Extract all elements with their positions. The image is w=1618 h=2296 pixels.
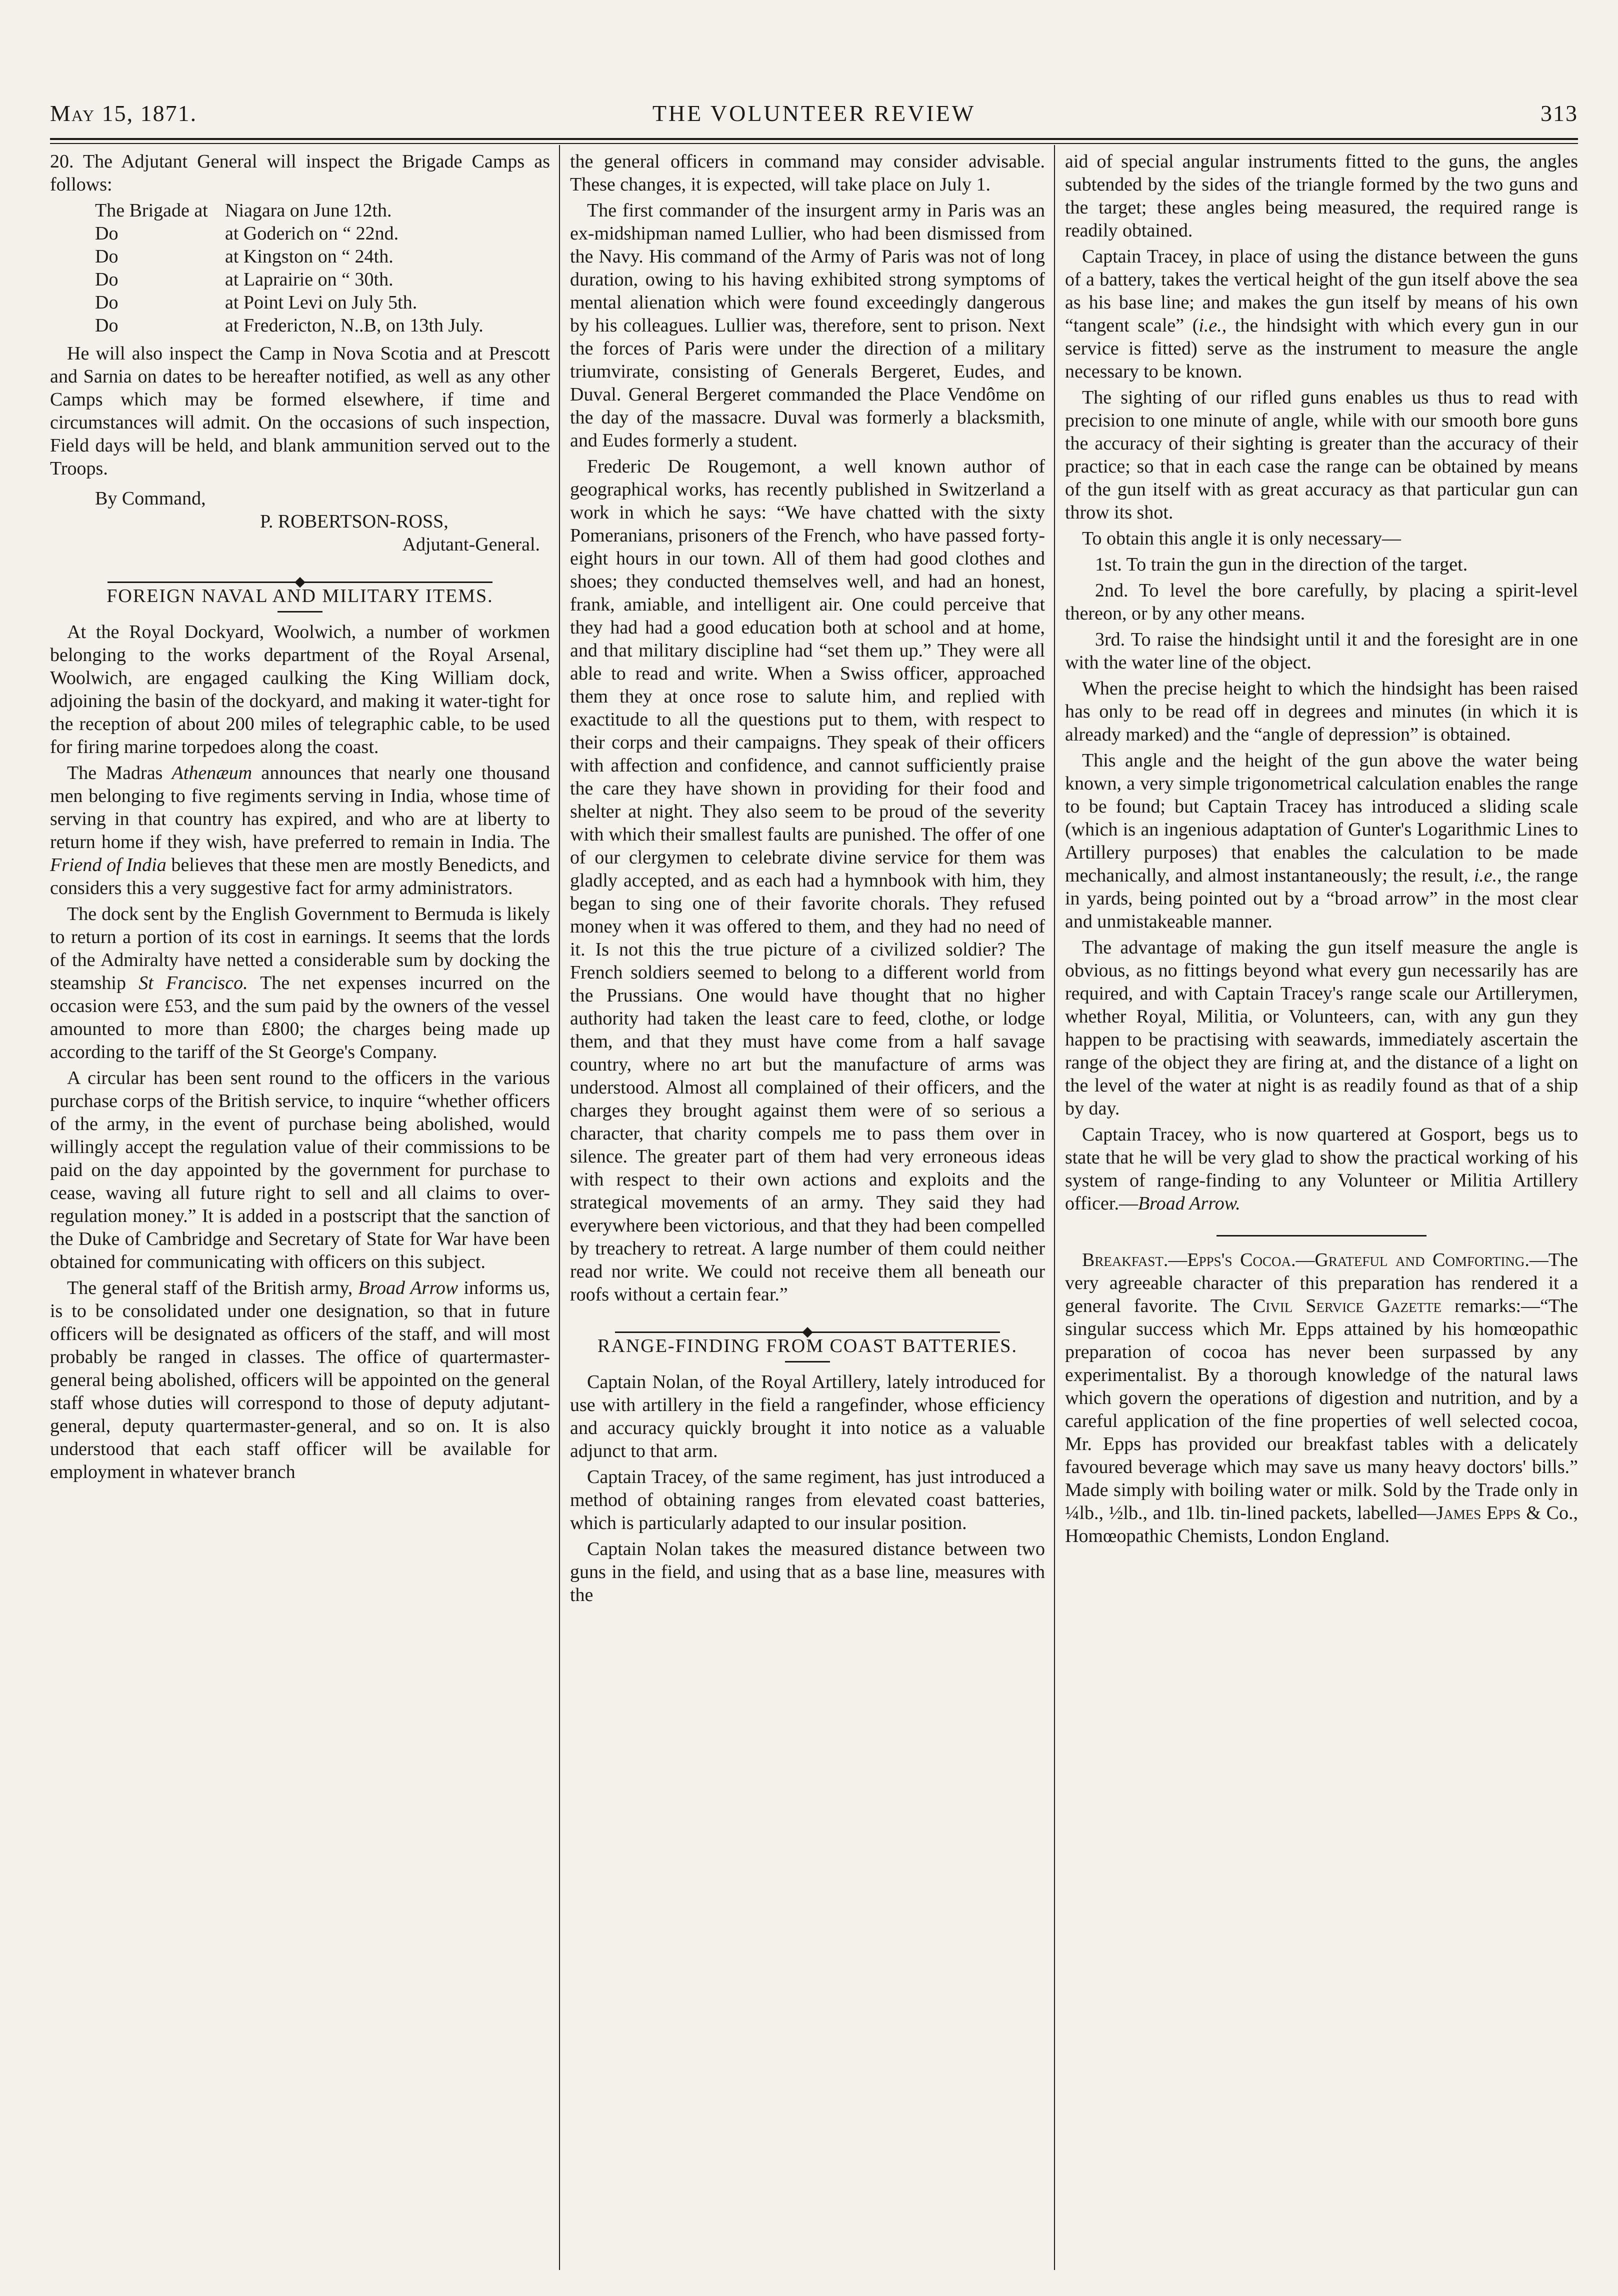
paragraph: Captain Nolan takes the measured distance between two guns in the field, and using that as a base line, measures with the	[570, 1538, 1045, 1606]
by-command: By Command,	[95, 488, 206, 509]
column-divider	[1054, 145, 1055, 2270]
heading-rule	[785, 1361, 830, 1362]
section-divider	[1216, 1235, 1426, 1236]
list-item: The Brigade at Niagara on June 12th.	[95, 200, 392, 221]
paragraph: Captain Tracey, of the same regiment, has just introduced a method of obtaining ranges from elevated coast batteries, which is particularly adapted to our insular position.	[570, 1466, 1045, 1534]
advertisement: Breakfast.—Epps's Cocoa.—Grateful and Comforting.—The very agreeable character of this preparation has rendered it a general favorite. The Civil Service Gazette remarks:—“The singular success which Mr. Epps attained by his homœopathic preparation of cocoa has never been surpassed by any experimentalist. By a thorough knowledge of the natural laws which govern the operations of digestion and nutrition, and by a careful application of the fine properties of well selected cocoa, Mr. Epps has provided our breakfast tables with a delicately favoured beverage which may save us many heavy doctors' bills.” Made simply with boiling water or milk. Sold by the Trade only in ¼lb., ½lb., and 1lb. tin-lined packets, labelled—James Epps & Co., Homœopathic Chemists, London England.	[1065, 1250, 1578, 1546]
steps-list	[1065, 553, 1578, 674]
column-2	[570, 150, 1045, 2260]
header-rule-thin	[50, 143, 1578, 144]
heading-rule	[278, 611, 322, 612]
column-1	[50, 150, 550, 2260]
paragraph: The sighting of our rifled guns enables us thus to read with precision to one minute of angle, while with our smooth bore guns the accuracy of their sighting is greater than the accuracy of their practice; so that in each case the range can be obtained by means of the gun itself with as great accuracy as that particular gun can throw its shot.	[1065, 387, 1578, 523]
paragraph: This angle and the height of the gun above the water being known, a very simple trigonometrical calculation enables the range to be found; but Captain Tracey has introduced a sliding scale (which is an ingenious adaptation of Gunter's Logarithmic Lines to Artillery purposes) that enables the calculation to be made mechanically, and almost instantaneously; the result, i.e., the range in yards, being pointed out by a “broad arrow” in the most clear and unmistakeable manner.	[1065, 750, 1578, 932]
paragraph: The first commander of the insurgent army in Paris was an ex-midshipman named Lullier, who had been dismissed from the Navy. His command of the Army of Paris was not of long duration, owing to his having exhibited strong symptoms of mental alienation which were found exceedingly dangerous by his colleagues. Lullier was, therefore, sent to prison. Next the forces of Paris were under the direction of a military triumvirate, consisting of Generals Bergeret, Eudes, and Duval. General Bergeret commanded the Place Vendôme on the day of the massacre. Duval was formerly a blacksmith, and Eudes formerly a student.	[570, 200, 1045, 451]
list-item: 3rd. To raise the hindsight until it and the foresight are in one with the water line of the object.	[1065, 629, 1578, 673]
list-item: Do at Point Levi on July 5th.	[95, 292, 418, 313]
list-item: 2nd. To level the bore carefully, by placing a spirit-level thereon, or by any other means.	[1065, 580, 1578, 624]
column-3	[1065, 150, 1578, 2260]
camp-schedule	[50, 199, 550, 337]
list-item: Do at Laprairie on “ 30th.	[95, 269, 394, 290]
column-divider	[559, 145, 560, 2270]
page-header	[50, 100, 1578, 130]
paragraph: He will also inspect the Camp in Nova Scotia and at Prescott and Sarnia on dates to be hereafter notified, as well as any other Camps which may be formed elsewhere, if time and circumstances will admit. On the occasions of such inspection, Field days will be held, and blank ammunition served out to the Troops.	[50, 343, 550, 479]
list-item: 1st. To train the gun in the direction of the target.	[1095, 554, 1468, 575]
masthead-title: THE VOLUNTEER REVIEW	[652, 100, 976, 126]
paragraph: The advantage of making the gun itself measure the angle is obvious, as no fittings beyond what every gun necessarily has are required, and with Captain Tracey's range scale our Artillerymen, whether Royal, Militia, or Volunteers, can, with any gun they happen to be practising with seawards, immediately ascertain the range of the object they are firing at, and the distance of a light on the level of the water at night is as readily found as that of a ship by day.	[1065, 937, 1578, 1119]
list-item: Do at Goderich on “ 22nd.	[95, 223, 399, 244]
paragraph: When the precise height to which the hindsight has been raised has only to be read off in degrees and minutes (in which it is already marked) and the “angle of depression” is obtained.	[1065, 678, 1578, 745]
header-rule	[50, 138, 1578, 140]
paragraph: 20. The Adjutant General will inspect the Brigade Camps as follows:	[50, 151, 550, 195]
paragraph: At the Royal Dockyard, Woolwich, a number of workmen belonging to the works department of the Royal Arsenal, Woolwich, are engaged caulking the King William dock, adjoining the basin of the dockyard, and making it water-tight for the reception of about 200 miles of telegraphic cable, to be used for firing marine torpedoes along the coast.	[50, 622, 550, 758]
section-divider: ◆	[570, 1319, 1045, 1329]
list-item: Do at Fredericton, N..B, on 13th July.	[95, 315, 484, 336]
paragraph: The general staff of the British army, Broad Arrow informs us, is to be consolidated under one designation, so that in future officers will be designated as officers of the staff, and will most probably be ranged in classes. The office of quartermaster-general being abolished, officers will be appointed on the general staff whose duties will correspond to those of deputy adjutant-general, deputy quartermaster-general, and so on. It is also understood that each staff officer will be available for employment in whatever branch	[50, 1278, 550, 1482]
paragraph: To obtain this angle it is only necessary—	[1082, 528, 1401, 549]
list-item: Do at Kingston on “ 24th.	[95, 246, 394, 267]
section-heading: FOREIGN NAVAL AND MILITARY ITEMS.	[106, 586, 494, 606]
section-divider: ◆	[50, 569, 550, 579]
paragraph: Frederic De Rougemont, a well known author of geographical works, has recently published in Switzerland a work in which he says: “We have chatted with the sixty Pomeranians, prisoners of the French, who have passed forty-eight hours in our town. All of them had good clothes and shoes; they conducted themselves well, and had an honest, frank, amiable, and intelligent air. One could perceive that they had had a good education both at school and at home, and that military discipline had “set them up.” They were all able to read and write. When a Swiss officer, approached them they at once rose to salute him, and replied with exactitude to all the questions put to them, with respect to their corps and their campaigns. They speak of their officers with affection and confidence, and cannot sufficiently praise the care they have shown in providing for their food and shelter at night. They also seem to be proud of the severity with which their smallest faults are punished. The offer of one of our clergymen to celebrate divine service for them was gladly accepted, and as each had a hymnbook with him, they began to sing one of their favorite chorals. They refused money when it was offered to them, and they had no need of it. Is not this the true picture of a civilized soldier? The French soldiers seemed to belong to a different world from the Prussians. One would have thought that no higher authority had taken the least care to feed, clothe, or lodge them, and that they must have come from a half savage country, where no art but the manufacture of arms was understood. Almost all complained of their officers, and the charges they brought against them were of so serious a character, that charity compels me to pass them over in silence. The greater part of them had very erroneous ideas with respect to their own actions and exploits and the strategical movements of an army. They said they had everywhere been victorious, and that they had been compelled by treachery to retreat. A large number of them could neither read nor write. We could not receive them all beneath our roofs without a certain fear.”	[570, 456, 1045, 1305]
paragraph: Captain Tracey, in place of using the distance between the guns of a battery, takes the vertical height of the gun itself above the sea as his base line; and makes the gun itself by means of his own “tangent scale” (i.e., the hindsight with which every gun in our service is fitted) serve as the instrument to measure the angle necessary to be known.	[1065, 246, 1578, 382]
paragraph: A circular has been sent round to the officers in the various purchase corps of the British service, to inquire “whether officers of the army, in the event of purchase being abolished, would willingly accept the regulation value of their commissions to be paid on the day appointed by the government for purchase to cease, waving all future right to sell and all claims to over-regulation money.” It is added in a postscript that the sanction of the Duke of Cambridge and Secretary of State for War have been obtained for communicating with officers on this subject.	[50, 1068, 550, 1272]
paragraph: The dock sent by the English Government to Bermuda is likely to return a portion of its cost in earnings. It seems that the lords of the Admiralty have netted a considerable sum by docking the steamship St Francisco. The net expenses incurred on the occasion were £53, and the sum paid by the owners of the vessel amounted to more than £800; the charges being made up according to the tariff of the St George's Company.	[50, 904, 550, 1062]
paragraph: Captain Nolan, of the Royal Artillery, lately introduced for use with artillery in the field a rangefinder, whose efficiency and accuracy quickly brought it into notice as a valuable adjunct to that arm.	[570, 1372, 1045, 1462]
paragraph: aid of special angular instruments fitted to the guns, the angles subtended by the sides of the triangle formed by the two guns and the target; these angles being measured, the required range is readily obtained.	[1065, 151, 1578, 241]
paragraph: the general officers in command may consider advisable. These changes, it is expected, will take place on July 1.	[570, 151, 1045, 195]
paragraph: Captain Tracey, who is now quartered at Gosport, begs us to state that he will be very glad to show the practical working of his system of range-finding to any Volunteer or Militia Artillery officer.—Broad Arrow.	[1065, 1124, 1578, 1214]
paragraph: The Madras Athenæum announces that nearly one thousand men belonging to five regiments serving in India, whose time of serving in that country has expired, and who are at liberty to return home if they wish, have preferred to remain in India. The Friend of India believes that these men are mostly Benedicts, and considers this a very suggestive fact for army administrators.	[50, 762, 550, 898]
signer-name: P. ROBERTSON-ROSS,	[260, 511, 448, 532]
page-number: 313	[1540, 100, 1578, 126]
signer-title: Adjutant-General.	[402, 534, 540, 555]
section-heading: RANGE-FINDING FROM COAST BATTERIES.	[598, 1336, 1018, 1356]
issue-date: May 15, 1871.	[50, 100, 198, 126]
